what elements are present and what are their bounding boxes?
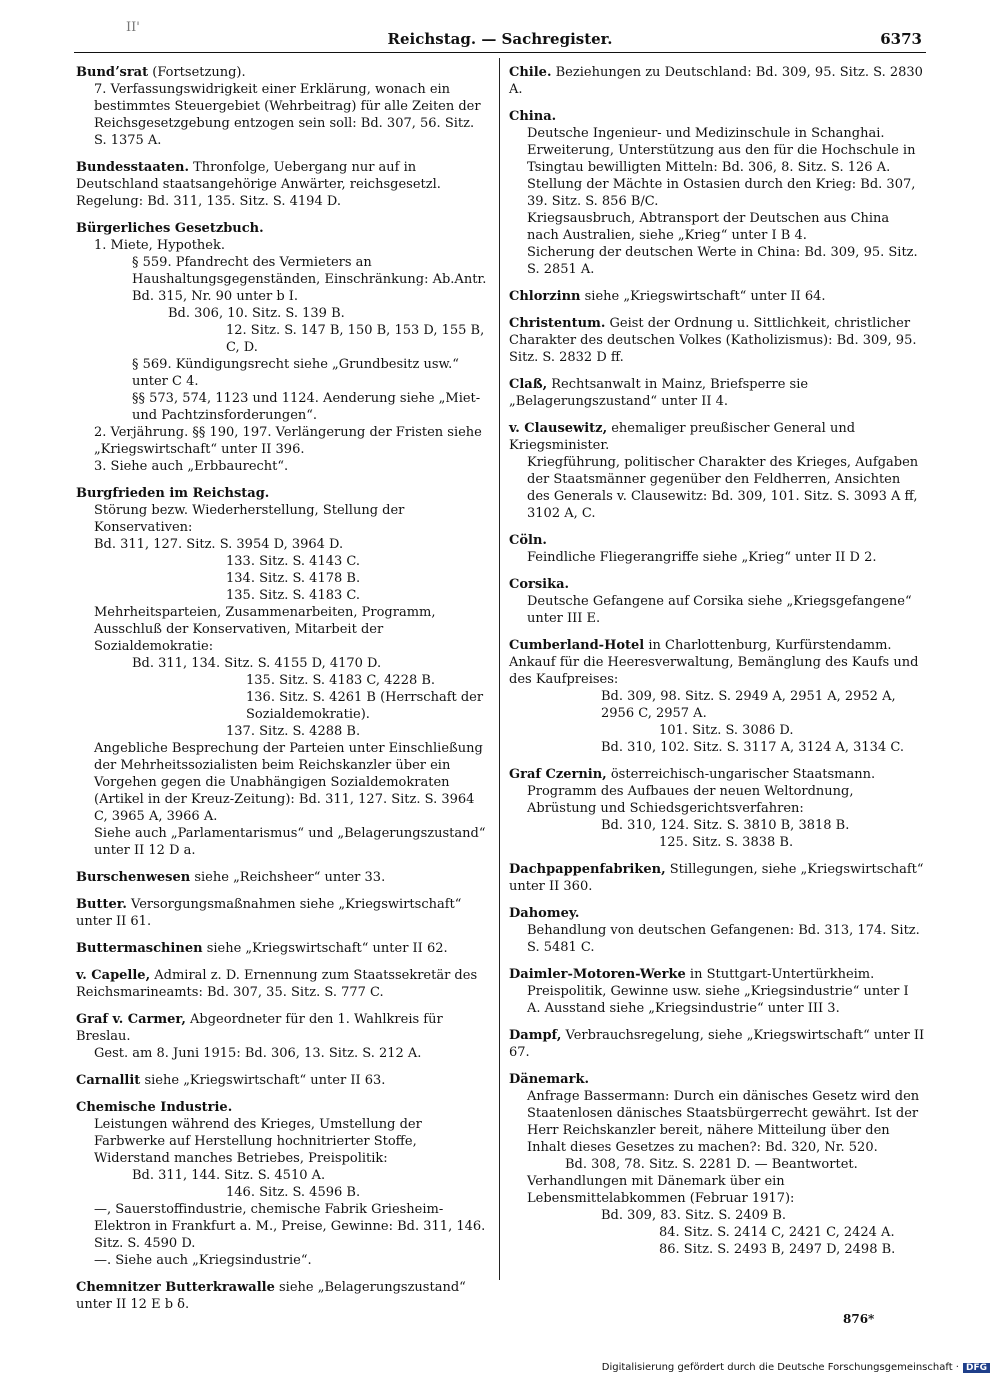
entry-text: Stillegungen, siehe „Kriegswirtschaft“ unter II 360.	[509, 862, 924, 894]
sub-line: § 559. Pfandrecht des Vermieters an Haushaltungsgegenständen, Einschränkung: Ab.Antr. Bd. 315, Nr. 90 unter b I.	[132, 255, 487, 304]
sub-line: Kriegführung, politischer Charakter des Krieges, Aufgaben der Staatsmänner gegenüber den Feldherren, Ansichten des Generals v. Clausewitz: Bd. 309, 101. Sitz. S. 3093 A ff, 3102 A, C.	[527, 455, 919, 521]
sub-line: 134. Sitz. S. 4178 B.	[226, 571, 361, 586]
sub-line: 1. Miete, Hypothek.	[94, 238, 226, 253]
sub-line: Störung bezw. Wiederherstellung, Stellung der Konservativen:	[94, 503, 405, 535]
headword: Burschenwesen	[76, 870, 191, 885]
entry-carmer	[76, 1011, 490, 1062]
headword: Dahomey.	[509, 906, 580, 921]
entry-dampf	[509, 1027, 925, 1061]
headword: Chemnitzer Butterkrawalle	[76, 1280, 275, 1295]
headword: Cumberland-Hotel	[509, 638, 645, 653]
entry-dahomey	[509, 905, 925, 956]
entry-text: in Charlottenburg, Kurfürstendamm. Ankauf für die Heeresverwaltung, Bemänglung des Kaufs und des Kaufpreises:	[509, 638, 919, 687]
entry-chemnitzer	[76, 1279, 490, 1313]
entry-burschenwesen	[76, 869, 490, 886]
headword: Daimler-Motoren-Werke	[509, 967, 686, 982]
sub-line: 125. Sitz. S. 3838 B.	[659, 835, 794, 850]
sub-line: § 569. Kündigungsrecht siehe „Grundbesitz usw.“ unter C 4.	[132, 357, 459, 389]
entry-text: österreichisch-ungarischer Staatsmann.	[610, 767, 876, 782]
entry-corsika	[509, 576, 925, 627]
headword: Bundʼsrat	[76, 65, 149, 80]
header-rule	[74, 52, 926, 53]
entry-text: ehemaliger preußischer General und Kriegsminister.	[509, 421, 856, 453]
entry-class	[509, 376, 925, 410]
entry-burgfrieden	[76, 485, 490, 859]
entry-carnallit	[76, 1072, 490, 1089]
headword: Bundesstaaten.	[76, 160, 189, 175]
sub-line: Verhandlungen mit Dänemark über ein Lebensmittelabkommen (Februar 1917):	[527, 1174, 795, 1206]
headword: Bürgerliches Gesetzbuch.	[76, 221, 264, 236]
headword: Butter.	[76, 897, 127, 912]
page-number: 6373	[880, 30, 922, 48]
sub-line: Angebliche Besprechung der Parteien unter Einschließung der Mehrheitssozialisten beim Reichskanzler über ein Vorgehen gegen die Unabhängigen Sozialdemokraten (Artikel in der Kreuz-Zeitung): Bd. 311, 127. Sitz. S. 3964 C, 3965 A, 3966 A.	[94, 741, 483, 824]
entry-chile	[509, 64, 925, 98]
entry-chlorzinn	[509, 288, 925, 305]
headword: Dachpappenfabriken,	[509, 862, 666, 877]
entry-daenemark	[509, 1071, 925, 1258]
entry-text: Verbrauchsregelung, siehe „Kriegswirtschaft“ unter II 67.	[509, 1028, 925, 1060]
entry-text: Geist der Ordnung u. Sittlichkeit, christlicher Charakter des deutschen Volkes (Katholizismus): Bd. 309, 95. Sitz. S. 2832 D ff.	[509, 316, 917, 365]
sub-line: Bd. 311, 144. Sitz. S. 4510 A.	[132, 1168, 326, 1183]
entry-butter	[76, 896, 490, 930]
sub-line: Behandlung von deutschen Gefangenen: Bd. 313, 174. Sitz. S. 5481 C.	[527, 923, 920, 955]
entry-dachpappenfabriken	[509, 861, 925, 895]
sub-line: 86. Sitz. S. 2493 B, 2497 D, 2498 B.	[659, 1242, 896, 1257]
sub-line: Bd. 310, 102. Sitz. S. 3117 A, 3124 A, 3134 C.	[601, 740, 904, 755]
sub-line: Deutsche Gefangene auf Corsika siehe „Kriegsgefangene“ unter III E.	[527, 594, 912, 626]
right-column	[509, 64, 925, 1268]
entry-bundesstaaten	[76, 159, 490, 210]
sub-line: —, Sauerstoffindustrie, chemische Fabrik Griesheim-Elektron in Frankfurt a. M., Preise, Gewinne: Bd. 311, 146. Sitz. S. 4590 D.	[94, 1202, 486, 1251]
sub-line: Mehrheitsparteien, Zusammenarbeiten, Programm, Ausschluß der Konservativen, Mitarbeit der Sozialdemokratie:	[94, 605, 436, 654]
sub-line: Bd. 308, 78. Sitz. S. 2281 D. — Beantwortet.	[565, 1157, 858, 1172]
footer-text: Digitalisierung gefördert durch die Deutsche Forschungsgemeinschaft ·	[601, 1362, 959, 1373]
sub-line: Deutsche Ingenieur- und Medizinschule in Schanghai. Erweiterung, Unterstützung aus den für die Hochschule in Tsingtau bewilligten Mitteln: Bd. 306, 8. Sitz. S. 126 A.	[527, 126, 916, 175]
entry-text: 7. Verfassungswidrigkeit einer Erklärung, wonach ein bestimmtes Steuergebiet (Wehrbeitrag) für alle Zeiten der Reichsgesetzgebung entzogen sein soll: Bd. 307, 56. Sitz. S. 1375 A.	[94, 82, 481, 148]
sub-line: Sicherung der deutschen Werte in China: Bd. 309, 95. Sitz. S. 2851 A.	[527, 245, 918, 277]
headword: Buttermaschinen	[76, 941, 203, 956]
sub-line: 3. Siehe auch „Erbbaurecht“.	[94, 459, 289, 474]
headword: Chemische Industrie.	[76, 1100, 233, 1115]
entry-text: Thronfolge, Uebergang nur auf in Deutschland staatsangehörige Anwärter, reichsgesetzl. Regelung: Bd. 311, 135. Sitz. S. 4194 D.	[76, 160, 441, 209]
headword: Graf v. Carmer,	[76, 1012, 186, 1027]
sub-line: 84. Sitz. S. 2414 C, 2421 C, 2424 A.	[659, 1225, 895, 1240]
dfg-logo-icon: DFG	[963, 1363, 990, 1373]
entry-bgb	[76, 220, 490, 475]
sub-line: Stellung der Mächte in Ostasien durch den Krieg: Bd. 307, 39. Sitz. S. 856 B/C.	[527, 177, 916, 209]
entry-text: Rechtsanwalt in Mainz, Briefsperre sie „Belagerungszustand“ unter II 4.	[509, 377, 809, 409]
entry-cumberland	[509, 637, 925, 756]
sub-line: §§ 573, 574, 1123 und 1124. Aenderung siehe „Miet- und Pachtzinsforderungen“.	[132, 391, 481, 423]
sub-line: 101. Sitz. S. 3086 D.	[659, 723, 794, 738]
sub-line: 133. Sitz. S. 4143 C.	[226, 554, 361, 569]
sub-line: 137. Sitz. S. 4288 B.	[226, 724, 361, 739]
sub-line: Bd. 311, 134. Sitz. S. 4155 D, 4170 D.	[132, 656, 382, 671]
entry-capelle	[76, 967, 490, 1001]
sub-line: 135. Sitz. S. 4183 C.	[226, 588, 361, 603]
sub-line: —. Siehe auch „Kriegsindustrie“.	[94, 1253, 312, 1268]
entry-text: (Fortsetzung).	[152, 65, 246, 80]
headword: Cöln.	[509, 533, 547, 548]
entry-text: siehe „Kriegswirtschaft“ unter II 63.	[144, 1073, 386, 1088]
entry-china	[509, 108, 925, 278]
sub-line: 12. Sitz. S. 147 B, 150 B, 153 D, 155 B, C, D.	[226, 323, 485, 355]
entry-bundesrat	[76, 64, 490, 149]
sub-line: Preispolitik, Gewinne usw. siehe „Kriegsindustrie“ unter I A. Ausstand siehe „Kriegsindustrie“ unter III 3.	[527, 984, 909, 1016]
sub-line: Gest. am 8. Juni 1915: Bd. 306, 13. Sitz. S. 212 A.	[94, 1046, 422, 1061]
corner-mark: II'	[126, 20, 140, 35]
sub-line: Bd. 311, 127. Sitz. S. 3954 D, 3964 D.	[94, 537, 344, 552]
headword: China.	[509, 109, 557, 124]
entry-chemische-industrie	[76, 1099, 490, 1269]
headword: Chile.	[509, 65, 552, 80]
sub-line: Bd. 309, 98. Sitz. S. 2949 A, 2951 A, 2952 A, 2956 C, 2957 A.	[601, 689, 896, 721]
sub-line: 136. Sitz. S. 4261 B (Herrschaft der Sozialdemokratie).	[246, 690, 484, 722]
sub-line: Leistungen während des Krieges, Umstellung der Farbwerke auf Herstellung hochnitrierter Stoffe, Widerstand manches Betriebes, Preispolitik:	[94, 1117, 422, 1166]
signature-mark: 876*	[843, 1312, 875, 1326]
entry-text: Versorgungsmaßnahmen siehe „Kriegswirtschaft“ unter II 61.	[76, 897, 462, 929]
headword: Corsika.	[509, 577, 570, 592]
headword: Christentum.	[509, 316, 606, 331]
sub-line: Bd. 310, 124. Sitz. S. 3810 B, 3818 B.	[601, 818, 850, 833]
entry-text: siehe „Kriegswirtschaft“ unter II 62.	[206, 941, 448, 956]
entry-text: Beziehungen zu Deutschland: Bd. 309, 95. Sitz. S. 2830 A.	[509, 65, 923, 97]
headword: v. Capelle,	[76, 968, 151, 983]
entry-text: siehe „Reichsheer“ unter 33.	[194, 870, 386, 885]
footer-credit	[602, 1362, 990, 1373]
page-header	[0, 0, 1000, 58]
entry-text: siehe „Belagerungszustand“ unter II 12 E b δ.	[76, 1280, 466, 1312]
sub-line: Anfrage Bassermann: Durch ein dänisches Gesetz wird den Staatenlosen dänisches Staatsbürgerrecht gewährt. Ist der Herr Reichskanzler bereit, nähere Mitteilung über den Inhalt dieses Gesetzes zu machen?: Bd. 320, Nr. 520.	[527, 1089, 920, 1155]
entry-text: siehe „Kriegswirtschaft“ unter II 64.	[584, 289, 826, 304]
entry-daimler	[509, 966, 925, 1017]
headword: Graf Czernin,	[509, 767, 607, 782]
left-column	[76, 64, 490, 1323]
sub-line: Programm des Aufbaues der neuen Weltordnung, Abrüstung und Schiedsgerichtsverfahren:	[527, 784, 854, 816]
sub-line: 135. Sitz. S. 4183 C, 4228 B.	[246, 673, 436, 688]
entry-text: in Stuttgart-Untertürkheim.	[689, 967, 875, 982]
column-divider	[499, 58, 500, 1280]
sub-line: Bd. 306, 10. Sitz. S. 139 B.	[168, 306, 345, 321]
headword: v. Clausewitz,	[509, 421, 608, 436]
sub-line: Siehe auch „Parlamentarismus“ und „Belagerungszustand“ unter II 12 D a.	[94, 826, 486, 858]
sub-line: Feindliche Fliegerangriffe siehe „Krieg“ unter II D 2.	[527, 550, 877, 565]
headword: Burgfrieden im Reichstag.	[76, 486, 270, 501]
entry-text: Abgeordneter für den 1. Wahlkreis für Breslau.	[76, 1012, 443, 1044]
headword: Claß,	[509, 377, 548, 392]
running-title: Reichstag. — Sachregister.	[387, 30, 613, 48]
sub-line: Bd. 309, 83. Sitz. S. 2409 B.	[601, 1208, 787, 1223]
headword: Dänemark.	[509, 1072, 589, 1087]
entry-text: Admiral z. D. Ernennung zum Staatssekretär des Reichsmarineamts: Bd. 307, 35. Sitz. S. 777 C.	[76, 968, 478, 1000]
headword: Dampf,	[509, 1028, 562, 1043]
sub-line: 2. Verjährung. §§ 190, 197. Verlängerung der Fristen siehe „Kriegswirtschaft“ unter II 396.	[94, 425, 482, 457]
headword: Carnallit	[76, 1073, 141, 1088]
entry-christentum	[509, 315, 925, 366]
sub-line: 146. Sitz. S. 4596 B.	[226, 1185, 361, 1200]
entry-coeln	[509, 532, 925, 566]
entry-buttermaschinen	[76, 940, 490, 957]
sub-line: Kriegsausbruch, Abtransport der Deutschen aus China nach Australien, siehe „Krieg“ unter I B 4.	[527, 211, 890, 243]
entry-czernin	[509, 766, 925, 851]
headword: Chlorzinn	[509, 289, 581, 304]
entry-clausewitz	[509, 420, 925, 522]
